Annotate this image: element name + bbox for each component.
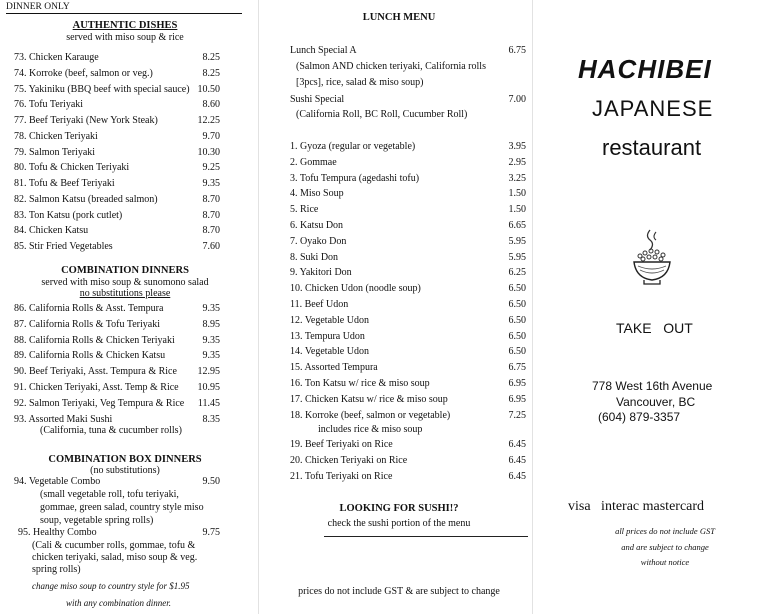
lunch-item-name: 21. Tofu Teriyaki on Rice [290, 470, 393, 482]
combination-item-row [14, 398, 220, 410]
payment-methods: visa interac mastercard [568, 499, 705, 514]
authentic-item-price: 10.50 [197, 83, 220, 95]
lunch-item-price: 3.95 [508, 141, 526, 152]
lunch-item-row [290, 471, 526, 483]
lunch-item-row [290, 331, 526, 343]
lunch-item-name: 15. Assorted Tempura [290, 362, 378, 374]
lunch-item-row [290, 236, 526, 248]
authentic-item-row [14, 162, 220, 174]
authentic-item-price: 8.60 [202, 99, 220, 111]
lunch-item-name: 6. Katsu Don [290, 220, 344, 231]
lunch-item-row [290, 378, 526, 390]
combination-item-price: 9.35 [202, 303, 220, 314]
combination-item-row [14, 335, 220, 347]
combination-item-price: 12.95 [197, 366, 220, 378]
authentic-item-row [14, 147, 220, 159]
lunch-item-name: 11. Beef Udon [290, 299, 349, 310]
sushi-special-desc: (California Roll, BC Roll, Cucumber Roll) [296, 109, 468, 120]
brand-restaurant: restaurant [602, 135, 702, 160]
lunch-item-name: 12. Vegetable Udon [290, 314, 369, 326]
combination-note: no substitutions please [79, 288, 171, 299]
lunch-item-row [290, 204, 526, 216]
lunch-item-name: 4. Miso Soup [290, 188, 344, 200]
lunch-price-note: prices do not include GST & are subject to change [298, 586, 500, 597]
address-line-2: Vancouver, BC [616, 395, 696, 409]
lunch-panel [268, 0, 530, 614]
authentic-item-price: 7.60 [202, 241, 220, 252]
lunch-item-price: 5.95 [508, 235, 526, 247]
combination-item-name: 90. Beef Teriyaki, Asst. Tempura & Rice [14, 366, 177, 378]
box-item-94: 94. Vegetable Combo 9.50 [14, 476, 220, 487]
lunch-item-price: 5.95 [508, 251, 526, 263]
lunch-item-row [290, 188, 526, 200]
combination-item-name: 88. California Rolls & Chicken Teriyaki [14, 334, 175, 346]
lunch-special-a: Lunch Special A 6.75 [290, 45, 526, 56]
authentic-item-row [14, 68, 220, 80]
authentic-item-name: 79. Salmon Teriyaki [14, 146, 96, 158]
lunch-item-row [290, 267, 526, 279]
box-item-95: 95. Healthy Combo 9.75 [18, 527, 220, 538]
lunch-item-name: 19. Beef Teriyaki on Rice [290, 439, 393, 450]
combination-subtitle: served with miso soup & sunomono salad [41, 277, 209, 288]
price-note-3: without notice [640, 557, 690, 567]
lunch-item-price: 1.50 [508, 188, 526, 200]
authentic-item-name: 85. Stir Fried Vegetables [14, 241, 113, 252]
authentic-item-price: 8.70 [202, 193, 220, 205]
lunch-item-price: 6.25 [508, 267, 526, 279]
combination-item-price: 9.35 [202, 350, 220, 362]
lunch-item-price: 6.50 [508, 299, 526, 310]
lunch-item-name: 18. Korroke (beef, salmon or vegetable) [290, 409, 451, 421]
authentic-subtitle: served with miso soup & rice [66, 32, 184, 43]
combination-item-row [14, 414, 220, 426]
rice-bowl-icon [630, 226, 674, 293]
combination-item-price: 8.35 [202, 413, 220, 425]
box-95-desc-2: chicken teriyaki, salad, miso soup & veg. [32, 552, 198, 563]
combination-item-name: 91. Chicken Teriyaki, Asst. Temp & Rice [14, 382, 179, 393]
lunch-item-name: 7. Oyako Don [290, 235, 347, 247]
lunch-item-price: 6.50 [508, 330, 526, 342]
lunch-item-price: 6.45 [508, 439, 526, 450]
combination-item-name: 92. Salmon Teriyaki, Veg Tempura & Rice [14, 397, 185, 409]
combo-93-detail: (California, tuna & cucumber rolls) [40, 425, 182, 436]
divider-line [324, 536, 528, 537]
authentic-item-name: 84. Chicken Katsu [14, 225, 89, 237]
authentic-item-row [14, 115, 220, 127]
brand-japanese: JAPANESE [592, 96, 714, 121]
lunch-title: LUNCH MENU [362, 12, 436, 23]
combination-item-price: 9.35 [202, 334, 220, 346]
combination-title: COMBINATION DINNERS [61, 265, 189, 276]
authentic-item-row [14, 131, 220, 143]
lunch-item-row [290, 346, 526, 358]
brand-panel [540, 0, 762, 614]
authentic-item-name: 73. Chicken Karauge [14, 52, 99, 63]
sushi-prompt: LOOKING FOR SUSHI!? [339, 503, 459, 514]
box-94-desc-2: gommae, green salad, country style miso [40, 502, 204, 513]
lunch-item-name: 20. Chicken Teriyaki on Rice [290, 454, 408, 466]
authentic-item-price: 8.70 [202, 209, 220, 221]
lunch-item-name: 16. Ton Katsu w/ rice & miso soup [290, 378, 430, 389]
authentic-item-row [14, 210, 220, 222]
combination-item-name: 89. California Rolls & Chicken Katsu [14, 350, 166, 362]
sushi-special: Sushi Special 7.00 [290, 94, 526, 105]
lunch-item-name: 1. Gyoza (regular or vegetable) [290, 141, 416, 152]
lunch-item-row [290, 252, 526, 264]
authentic-item-name: 75. Yakiniku (BBQ beef with special sauce) [14, 83, 190, 95]
lunch-item-price: 6.75 [508, 362, 526, 374]
combination-item-price: 10.95 [197, 382, 220, 393]
authentic-item-row [14, 52, 220, 64]
lunch-item-name: 8. Suki Don [290, 251, 339, 263]
box-94-desc-3: soup, vegetable spring rolls) [40, 515, 154, 526]
address-line-1: 778 West 16th Avenue [592, 379, 713, 393]
lunch-item-name: 14. Vegetable Udon [290, 346, 369, 358]
box-95-desc-3: spring rolls) [32, 564, 81, 575]
sushi-prompt-sub: check the sushi portion of the menu [327, 518, 471, 529]
combination-item-price: 8.95 [202, 318, 220, 330]
authentic-item-price: 8.25 [202, 67, 220, 79]
authentic-item-name: 82. Salmon Katsu (breaded salmon) [14, 193, 158, 205]
lunch-item-name: 3. Tofu Tempura (agedashi tofu) [290, 172, 420, 184]
lunch-item-name: 9. Yakitori Don [290, 267, 352, 279]
authentic-item-price: 12.25 [197, 115, 220, 126]
lunch-item-price: 6.50 [508, 283, 526, 295]
lunch-item-name: 2. Gommae [290, 156, 337, 168]
combination-item-row [14, 366, 220, 378]
combination-item-name: 86. California Rolls & Asst. Tempura [14, 303, 164, 314]
dinner-panel [0, 0, 250, 614]
lunch-item-row [290, 315, 526, 327]
authentic-item-row [14, 241, 220, 253]
lunch-item-price: 1.50 [508, 204, 526, 216]
authentic-item-name: 83. Ton Katsu (pork cutlet) [14, 209, 123, 221]
price-note-1: all prices do not include GST [615, 526, 715, 536]
authentic-item-name: 74. Korroke (beef, salmon or veg.) [14, 67, 153, 79]
authentic-title: AUTHENTIC DISHES [72, 20, 178, 31]
authentic-item-row [14, 84, 220, 96]
dinner-only-label: DINNER ONLY [6, 2, 242, 14]
combination-item-name: 87. California Rolls & Tofu Teriyaki [14, 318, 160, 330]
lunch-item-name: 5. Rice [290, 204, 319, 216]
lunch-item-price: 6.95 [508, 393, 526, 405]
lunch-item-name: 10. Chicken Udon (noodle soup) [290, 283, 421, 295]
lunch-item-row [290, 283, 526, 295]
lunch-item-row [290, 299, 526, 311]
authentic-item-row [14, 194, 220, 206]
authentic-item-price: 8.25 [202, 52, 220, 63]
authentic-item-row [14, 225, 220, 237]
lunch-item-price: 3.25 [508, 172, 526, 184]
box-95-desc-1: (Cali & cucumber rolls, gommae, tofu & [32, 540, 196, 551]
lunch-item-price: 7.25 [508, 409, 526, 421]
lunch-item-price: 6.45 [508, 454, 526, 466]
combination-item-row [14, 382, 220, 394]
takeout-label: TAKE OUT [616, 320, 693, 336]
authentic-item-name: 81. Tofu & Beef Teriyaki [14, 178, 115, 189]
authentic-item-price: 8.70 [202, 225, 220, 237]
combination-item-name: 93. Assorted Maki Sushi [14, 413, 113, 425]
box-94-desc-1: (small vegetable roll, tofu teriyaki, [40, 489, 179, 500]
lunch-item-row [290, 220, 526, 232]
lunch-item-row [290, 394, 526, 406]
authentic-item-row [14, 178, 220, 190]
authentic-item-price: 9.35 [202, 178, 220, 189]
authentic-item-name: 77. Beef Teriyaki (New York Steak) [14, 115, 158, 126]
lunch-item-price: 6.45 [508, 470, 526, 482]
authentic-item-name: 80. Tofu & Chicken Teriyaki [14, 162, 130, 174]
lunch-item-price: 2.95 [508, 156, 526, 168]
price-note-2: and are subject to change [621, 542, 709, 552]
lunch-item-name: 17. Chicken Katsu w/ rice & miso soup [290, 393, 448, 405]
lunch-item-row [290, 410, 526, 422]
lunch-item-row [290, 455, 526, 467]
phone-number: (604) 879-3357 [598, 410, 681, 424]
lunch-special-a-desc-1: (Salmon AND chicken teriyaki, California rolls [296, 61, 486, 72]
authentic-item-price: 9.25 [202, 162, 220, 174]
box-footnote-2: with any combination dinner. [66, 598, 171, 608]
combination-item-price: 11.45 [197, 397, 220, 409]
lunch-item-price: 6.50 [508, 346, 526, 358]
brand-name: HACHIBEI [578, 54, 712, 84]
authentic-item-name: 78. Chicken Teriyaki [14, 130, 98, 142]
lunch-item-price: 6.65 [508, 220, 526, 231]
box-footnote-1: change miso soup to country style for $1.95 [32, 581, 190, 591]
lunch-item-row [290, 141, 526, 153]
lunch-item-row [290, 173, 526, 185]
lunch-item-row [290, 439, 526, 451]
combination-item-row [14, 303, 220, 315]
authentic-item-price: 10.30 [197, 146, 220, 158]
combination-item-row [14, 319, 220, 331]
authentic-item-name: 76. Tofu Teriyaki [14, 99, 84, 111]
combination-item-row [14, 350, 220, 362]
authentic-item-row [14, 99, 220, 111]
lunch-item-price: 6.95 [508, 378, 526, 389]
lunch-special-a-desc-2: [3pcs], rice, salad & miso soup) [296, 77, 424, 88]
lunch-item-row [290, 362, 526, 374]
lunch-item-price: 6.50 [508, 314, 526, 326]
lunch-18-detail: includes rice & miso soup [318, 424, 423, 435]
box-title: COMBINATION BOX DINNERS [48, 454, 202, 465]
box-subtitle: (no substitutions) [90, 465, 160, 476]
lunch-item-name: 13. Tempura Udon [290, 330, 365, 342]
authentic-item-price: 9.70 [202, 130, 220, 142]
lunch-item-row [290, 157, 526, 169]
